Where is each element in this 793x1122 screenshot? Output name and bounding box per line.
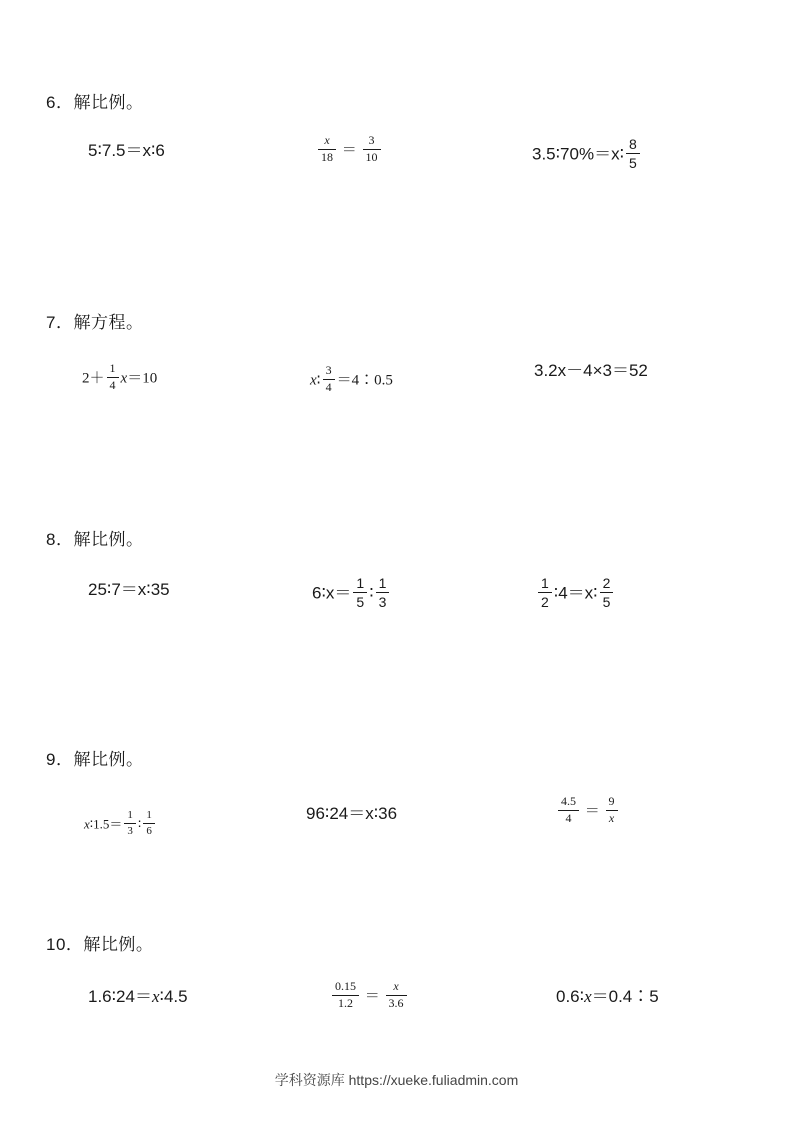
section-10-number: 10． xyxy=(46,935,84,954)
section-9-label: 解比例。 xyxy=(73,750,144,769)
section-9-number: 9． xyxy=(46,750,74,769)
section-8-problems xyxy=(0,560,793,620)
section-10-title xyxy=(46,930,793,955)
problem-6-2: $\frac{x}{18}$ ＝ $\frac{3}{10}$ xyxy=(316,135,383,166)
section-6-label: 解比例。 xyxy=(73,93,144,112)
problem-8-2: 6∶x＝ $\frac{1}{5}$ ∶ $\frac{1}{3}$ xyxy=(312,576,391,611)
section-7-label: 解方程。 xyxy=(73,313,144,332)
section-8-number: 8． xyxy=(46,530,74,549)
problem-9-3: $\frac{4.5}{4}$ ＝ $\frac{9}{x}$ xyxy=(556,796,620,827)
section-8 xyxy=(0,525,793,620)
section-6 xyxy=(0,88,793,183)
section-7-title xyxy=(46,308,793,333)
problem-7-2: x∶ $\frac{3}{4}$ ＝4∶0.5 xyxy=(310,363,393,394)
section-10-label: 解比例。 xyxy=(83,935,154,954)
footer-watermark: 学科资源库 https://xueke.fuliadmin.com xyxy=(274,1072,519,1088)
section-8-label: 解比例。 xyxy=(73,530,144,549)
section-6-title xyxy=(46,88,793,113)
problem-6-3: 3.5∶70%＝x∶ $\frac{8}{5}$ xyxy=(532,137,642,172)
problem-7-1: 2＋ $\frac{1}{4}$ x＝10 xyxy=(82,361,158,392)
problem-8-3: $\frac{1}{2}$ ∶4＝x∶ $\frac{2}{5}$ xyxy=(536,576,615,611)
problem-10-3: 0.6∶x＝0.4∶5 xyxy=(556,987,659,1006)
section-9-title xyxy=(46,745,793,770)
section-8-title xyxy=(46,525,793,550)
problem-9-1: x∶1.5＝ $\frac{1}{3}$ ∶ $\frac{1}{6}$ xyxy=(84,810,157,838)
section-7 xyxy=(0,308,793,403)
section-6-number: 6． xyxy=(46,93,74,112)
problem-7-3: 3.2x－4×3＝52 xyxy=(534,361,648,380)
section-9 xyxy=(0,745,793,840)
problem-9-2: 96∶24＝x∶36 xyxy=(306,804,398,823)
problem-8-1: 25∶7＝x∶35 xyxy=(88,580,170,599)
section-10 xyxy=(0,930,793,1025)
section-6-problems xyxy=(0,123,793,183)
problem-10-2: $\frac{0.15}{1.2}$ ＝ $\frac{x}{3.6}$ xyxy=(330,981,409,1012)
section-9-problems xyxy=(0,780,793,840)
section-7-problems xyxy=(0,343,793,403)
problem-6-1: 5∶7.5＝x∶6 xyxy=(88,141,165,160)
section-10-problems xyxy=(0,965,793,1025)
section-7-number: 7． xyxy=(46,313,74,332)
problem-10-1: 1.6∶24＝x∶4.5 xyxy=(88,987,188,1006)
